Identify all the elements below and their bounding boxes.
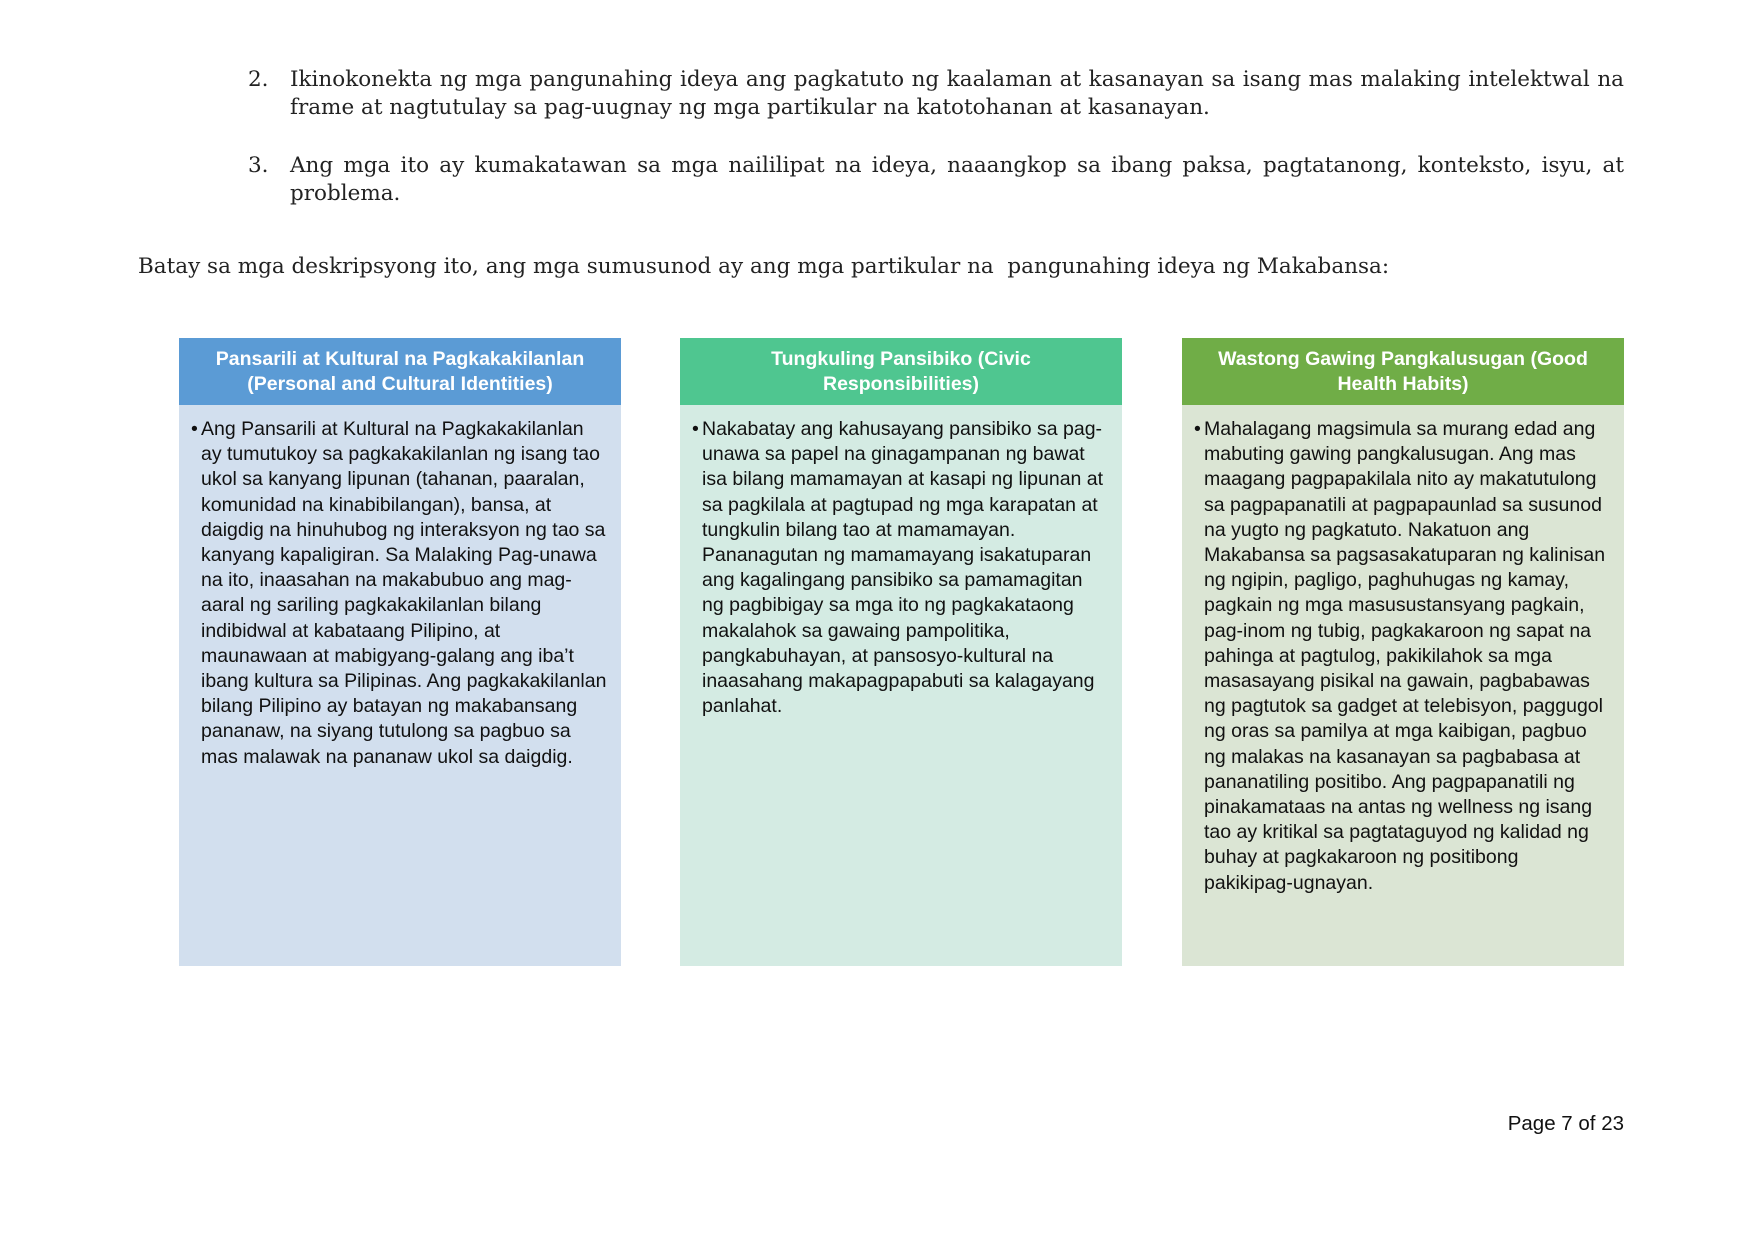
- card-title: Tungkuling Pansibiko (Civic Responsibilities): [771, 348, 1031, 395]
- numbered-list: [248, 66, 1624, 238]
- page-number: Page 7 of 23: [1507, 1112, 1624, 1135]
- card-body-text: Mahalagang magsimula sa murang edad ang mabuting gawing pangkalusugan. Ang mas maagang pagpapakilala nito ay makatutulong sa pagpapanatili at pagpapaunlad sa susunod na yugto ng pagkatuto. Nakatuon ang Makabansa sa pagsasakatuparan ng kalinisan ng ngipin, pagligo, paghuhugas ng kamay, pagkain ng mga masusustansyang pagkain, pag-inom ng tubig, pagkakaroon ng sapat na pahinga at pagtulog, pakikilahok sa mga masasayang pisikal na gawain, pagbabawas ng pagtutok sa gadget at telebisyon, paggugol ng oras sa pamilya at mga kaibigan, pagbuo ng malakas na kasanayan sa pagbabasa at pananatiling positibo. Ang pagpapanatili ng pinakamataas na antas ng wellness ng isang tao ay kritikal sa pagtataguyod ng kalidad ng buhay at pagkakaroon ng positibong pakikipag-ugnayan.: [1204, 418, 1606, 894]
- card-header: [179, 338, 621, 405]
- bullet-icon: •: [1194, 418, 1201, 440]
- card-header: [680, 338, 1122, 405]
- intro-paragraph: Batay sa mga deskripsyong ito, ang mga sumusunod ay ang mga partikular na pangunahing ideya ng Makabansa:: [138, 254, 1390, 279]
- card-title: Wastong Gawing Pangkalusugan (Good Health Habits): [1218, 348, 1588, 395]
- card-body-text: Nakabatay ang kahusayang pansibiko sa pag-unawa sa papel na ginagampanan ng bawat isa bilang mamamayan at kasapi ng lipunan at sa pagkilala at pagtupad ng mga karapatan at tungkulin bilang tao at mamamayan. Pananagutan ng mamamayang isakatuparan ang kagalingang pansibiko sa pamamagitan ng pagbibigay sa mga ito ng pagkakataong makalahok sa gawaing pampolitika, pangkabuhayan, at pansosyo-kultural na inaasahang makapagpapabuti sa kalagayang panlahat.: [702, 418, 1104, 718]
- card-good-health-habits: [1182, 338, 1624, 966]
- list-item-number: 2.: [248, 67, 269, 92]
- bullet-icon: •: [191, 418, 198, 440]
- list-item-number: 3.: [248, 153, 269, 178]
- list-item: [248, 152, 1624, 208]
- bullet-icon: •: [692, 418, 699, 440]
- card-personal-cultural-identities: [179, 338, 621, 966]
- card-civic-responsibilities: [680, 338, 1122, 966]
- card-title: Pansarili at Kultural na Pagkakakilanlan (Personal and Cultural Identities): [215, 348, 585, 395]
- list-item-text: Ang mga ito ay kumakatawan sa mga naililipat na ideya, naaangkop sa ibang paksa, pagtatanong, konteksto, isyu, at problema.: [290, 153, 1624, 206]
- big-ideas-cards: [179, 338, 1624, 966]
- card-body: [1182, 405, 1624, 966]
- list-item: [248, 66, 1624, 122]
- list-item-text: Ikinokonekta ng mga pangunahing ideya ang pagkatuto ng kaalaman at kasanayan sa isang mas malaking intelektwal na frame at nagtutulay sa pag-uugnay ng mga partikular na katotohanan at kasanayan.: [290, 67, 1624, 120]
- card-header: [1182, 338, 1624, 405]
- card-body: [680, 405, 1122, 966]
- card-body-text: Ang Pansarili at Kultural na Pagkakakilanlan ay tumutukoy sa pagkakakilanlan ng isang tao ukol sa kanyang lipunan (tahanan, paaralan, komunidad na kinabibilangan), bansa, at daigdig na hinuhubog ng interaksyon ng tao sa kanyang kapaligiran. Sa Malaking Pag-unawa na ito, inaasahan na makabubuo ang mag-aaral ng sariling pagkakakilanlan bilang indibidwal at kabataang Pilipino, at maunawaan at mabigyang-galang ang iba’t ibang kultura sa Pilipinas. Ang pagkakakilanlan bilang Pilipino ay batayan ng makabansang pananaw, na siyang tutulong sa pagbuo sa mas malawak na pananaw ukol sa daigdig.: [201, 418, 607, 768]
- card-body: [179, 405, 621, 966]
